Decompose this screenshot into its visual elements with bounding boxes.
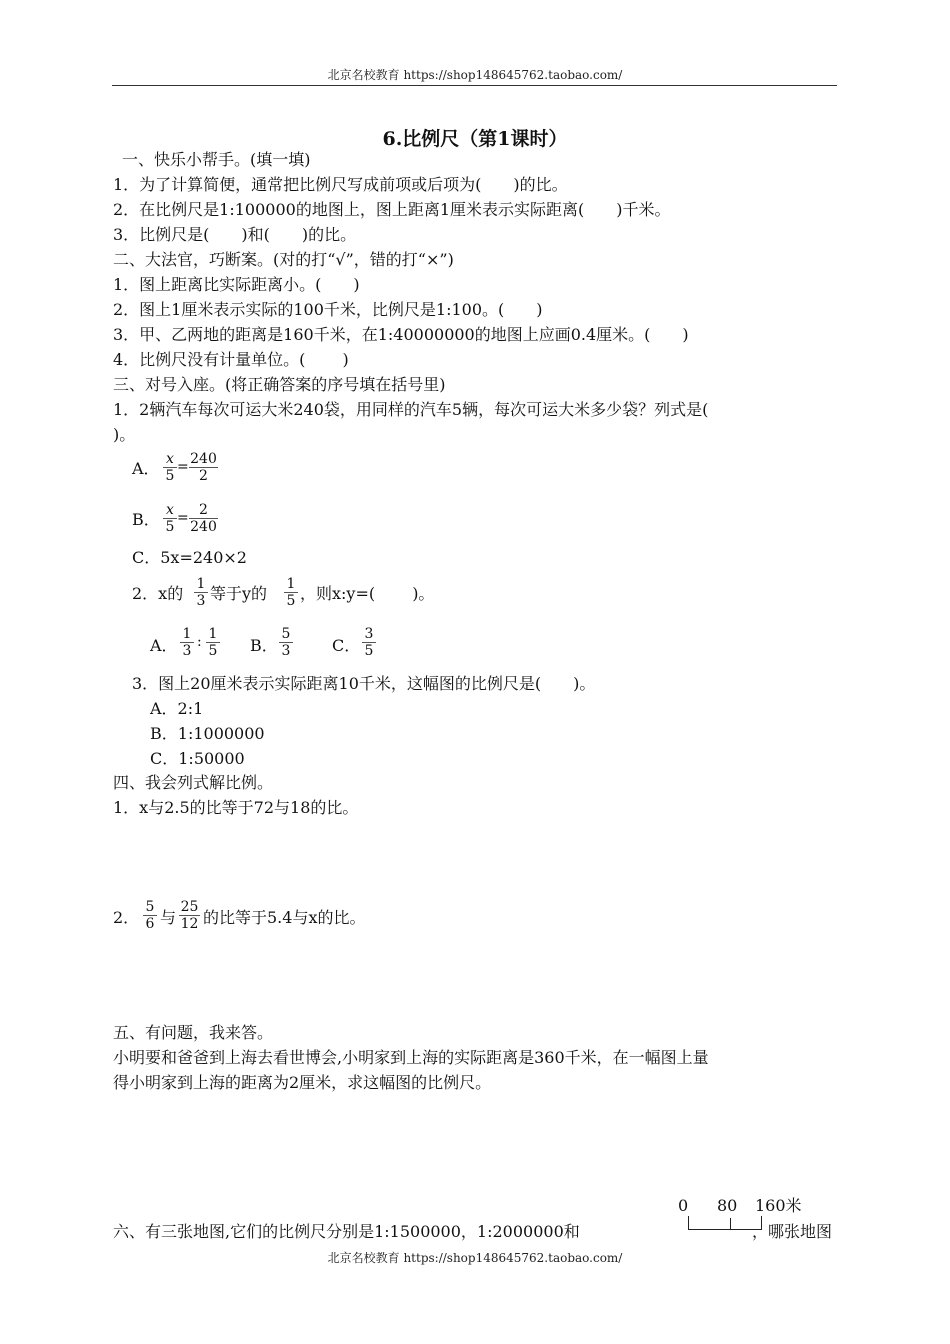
section-1-heading: 一、快乐小帮手。(填一填) — [122, 150, 311, 169]
s3-q1-option-b-equals: = — [177, 510, 189, 526]
s3-q3-option-a: A．2:1 — [150, 699, 204, 718]
s5-line-2: 得小明家到上海的距离为2厘米，求这幅图的比例尺。 — [113, 1073, 492, 1092]
header-rule — [112, 85, 837, 86]
s4-q2-conjunction: 与 — [160, 908, 177, 927]
s1-question-1: 1．为了计算简便，通常把比例尺写成前项或后项为( )的比。 — [113, 175, 568, 194]
section-5-heading: 五、有问题，我来答。 — [113, 1023, 274, 1042]
s4-q2-rest: 的比等于5.4与x的比。 — [203, 908, 366, 927]
section-6-text: 六、有三张地图,它们的比例尺分别是1:1500000，1:2000000和 — [113, 1222, 580, 1241]
s4-q2-number: 2． — [113, 908, 140, 927]
s3-q2-option-a-colon: : — [197, 634, 202, 650]
scale-label-80: 80 — [717, 1196, 738, 1215]
s3-q2-part-c: ，则x:y=( )。 — [300, 584, 435, 603]
s3-q2-part-b: 等于y的 — [210, 584, 268, 603]
s3-q1-option-b-fraction-1: $\frac{x}{5}$ — [163, 502, 177, 535]
s4-q2-fraction-1: $\frac{5}{6}$ — [143, 899, 157, 932]
s3-q1-option-b-label: B． — [132, 510, 160, 529]
s3-q2-option-a-label: A． — [150, 636, 178, 655]
s2-question-4: 4．比例尺没有计量单位。( ) — [113, 350, 349, 369]
section-3-heading: 三、对号入座。(将正确答案的序号填在括号里) — [113, 375, 446, 394]
s4-q2-fraction-2: $\frac{25}{12}$ — [180, 899, 199, 932]
scale-label-0: 0 — [678, 1196, 689, 1215]
s3-q2-option-a-fraction-2: $\frac{1}{5}$ — [206, 626, 220, 659]
scale-label-160: 160米 — [755, 1196, 802, 1215]
s3-q1-option-b-fraction-2: $\frac{2}{240}$ — [190, 502, 217, 535]
page-header: 北京名校教育 https://shop148645762.taobao.com/ — [327, 68, 623, 82]
s3-q2-option-b-fraction: $\frac{5}{3}$ — [279, 626, 293, 659]
s5-line-1: 小明要和爸爸到上海去看世博会,小明家到上海的实际距离是360千米，在一幅图上量 — [113, 1048, 709, 1067]
s3-q2-fraction-2: $\frac{1}{5}$ — [284, 576, 298, 609]
s3-q2-option-c-fraction: $\frac{3}{5}$ — [362, 626, 376, 659]
s3-q2-fraction-1: $\frac{1}{3}$ — [194, 576, 208, 609]
s3-q3-option-b: B．1:1000000 — [150, 724, 265, 743]
s1-question-3: 3．比例尺是( )和( )的比。 — [113, 225, 357, 244]
s2-question-2: 2．图上1厘米表示实际的100千米，比例尺是1:100。( ) — [113, 300, 543, 319]
s3-q2-option-a-fraction-1: $\frac{1}{3}$ — [180, 626, 194, 659]
scale-bar-line — [688, 1229, 762, 1230]
page-title: 6.比例尺（第1课时） — [382, 128, 568, 150]
s3-question-1-line1: 1．2辆汽车每次可运大米240袋，用同样的汽车5辆，每次可运大米多少袋？列式是( — [113, 400, 709, 419]
section-2-heading: 二、大法官，巧断案。(对的打“√”，错的打“×”) — [113, 250, 454, 269]
page-footer: 北京名校教育 https://shop148645762.taobao.com/ — [327, 1251, 623, 1265]
s3-question-3: 3．图上20厘米表示实际距离10千米，这幅图的比例尺是( )。 — [132, 674, 596, 693]
section-4-heading: 四、我会列式解比例。 — [113, 773, 274, 792]
s1-question-2: 2．在比例尺是1:100000的地图上，图上距离1厘米表示实际距离( )千米。 — [113, 200, 671, 219]
s3-q2-part-a: 2．x的 — [132, 584, 184, 603]
s3-q1-option-a-fraction-2: $\frac{240}{2}$ — [190, 451, 217, 484]
section-6-tail: ，哪张地图 — [752, 1222, 833, 1241]
s3-q1-option-a-fraction-1: $\frac{x}{5}$ — [163, 451, 177, 484]
s3-question-1-line2: )。 — [113, 425, 136, 444]
scale-bar-tick-80 — [730, 1218, 731, 1230]
s2-question-1: 1．图上距离比实际距离小。( ) — [113, 275, 360, 294]
s3-q2-option-b-label: B． — [250, 636, 278, 655]
s3-q2-option-c-label: C． — [332, 636, 361, 655]
s2-question-3: 3．甲、乙两地的距离是160千米，在1:40000000的地图上应画0.4厘米。( ) — [113, 325, 689, 344]
s3-q3-option-c: C．1:50000 — [150, 749, 245, 768]
scale-bar-tick-0 — [688, 1216, 689, 1230]
s3-q1-option-a-label: A． — [132, 459, 160, 478]
s3-q1-option-a-equals: = — [177, 459, 189, 475]
s4-question-1: 1．x与2.5的比等于72与18的比。 — [113, 798, 359, 817]
s3-q1-option-c: C．5x=240×2 — [132, 548, 247, 567]
